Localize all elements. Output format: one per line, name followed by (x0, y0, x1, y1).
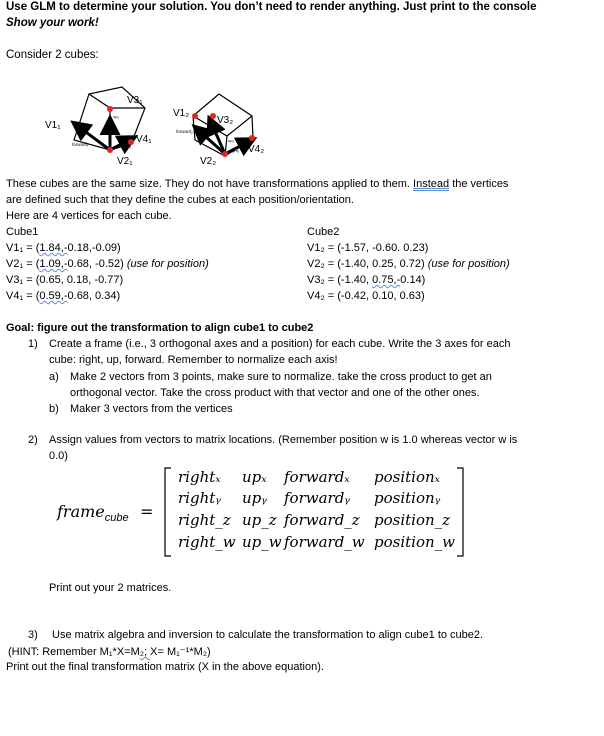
matrix-equals: = (140, 502, 154, 521)
cube1-v1-label: V1₁ (45, 120, 61, 131)
step-2-line-2: 0.0) (49, 450, 68, 462)
step-3-final-instruction: Print out the final transformation matrix (X in the above equation). (6, 661, 324, 673)
cube2-vertex-v4 (249, 135, 255, 141)
cube1-vertex-v3 (107, 106, 113, 112)
step-2-number: 2) (28, 434, 38, 446)
step-a-line-2: orthogonal vector. Take the cross product with that vector and one of the other ones. (70, 387, 480, 399)
step-3-hint: (HINT: Remember M₁*X=M₂; X= M₁⁻¹*M₂) (8, 646, 211, 658)
cube1-right-label: right₁ (122, 144, 132, 149)
step-b-line-1: Maker 3 vectors from the vertices (70, 403, 233, 415)
cube2-right-label: right₂ (230, 148, 240, 153)
step-a-letter: a) (49, 371, 59, 383)
cube2-vertex-v1 (192, 113, 198, 119)
cube2-up-label: up₂ (228, 138, 234, 143)
step-1-number: 1) (28, 338, 38, 350)
cube2-heading: Cube2 (307, 226, 340, 238)
paragraph-line-3: Here are 4 vertices for each cube. (6, 210, 172, 222)
paragraph-line-1: These cubes are the same size. They do not have transformations applied to them. Instead the vertices (6, 178, 509, 190)
cube1-v4-label: V4₁ (136, 134, 152, 145)
cube2-forward-label: forward₂ (176, 129, 193, 134)
step-3-text: Use matrix algebra and inversion to calculate the transformation to align cube1 to cube2. (52, 629, 484, 641)
cube1-v2-label: V2₁ (117, 156, 133, 167)
cube1-v2-value: V2₁ = (1.09,-0.68, -0.52) (use for position) (6, 258, 209, 270)
cube2-vertex-v2 (222, 151, 228, 157)
matrix-row-z: right_z up_z forward_z position_z (178, 511, 451, 529)
step-3-number: 3) (28, 629, 38, 641)
cube1-forward-label: forward₁ (72, 142, 89, 147)
step-2-line-1: Assign values from vectors to matrix locations. (Remember position w is 1.0 whereas vector w is (49, 434, 518, 446)
goal-heading: Goal: figure out the transformation to align cube1 to cube2 (6, 322, 314, 334)
cube1-v3-value: V3₁ = (0.65, 0.18, -0.77) (6, 274, 124, 286)
cube1-heading: Cube1 (6, 226, 39, 238)
step-1-line-1: Create a frame (i.e., 3 orthogonal axes and a position) for each cube. Write the 3 axes for each (49, 338, 511, 350)
cube1-v4-value: V4₁ = (0.59,-0.68, 0.34) (6, 290, 121, 302)
step-1-line-2: cube: right, up, forward. Remember to normalize each axis! (49, 354, 338, 366)
matrix-lhs: frame$_{cube}$ (57, 502, 129, 525)
paragraph-line-2: are defined such that they define the cubes at each position/orientation. (6, 194, 354, 206)
matrix-row-x: rightₓ upₓ forwardₓ positionₓ (178, 468, 440, 486)
step-a-line-1: Make 2 vectors from 3 points, make sure to normalize. take the cross product to get an (70, 371, 492, 383)
step-b-letter: b) (49, 403, 59, 415)
matrix-row-y: rightᵧ upᵧ forwardᵧ positionᵧ (178, 489, 441, 507)
cube2-v3-label: V3₂ (217, 115, 234, 126)
cube2-v1-value: V1₂ = (-1.57, -0.60. 0.23) (307, 242, 429, 254)
cube2-v1-label: V1₂ (173, 108, 190, 119)
cube1-v1-value: V1₁ = (1.84,-0.18,-0.09) (6, 242, 121, 254)
cube1-up-label: up₁ (113, 114, 119, 119)
cube2-vertex-v3 (210, 113, 216, 119)
page-title: Use GLM to determine your solution. You don’t need to render anything. Just print to the console (6, 1, 537, 13)
cube2-v2-label: V2₂ (200, 156, 217, 167)
cube1-vertex-v2 (107, 147, 113, 153)
cube2-v3-value: V3₂ = (-1.40, 0.75,-0.14) (307, 274, 426, 286)
intro-text: Consider 2 cubes: (6, 49, 99, 61)
page-subtitle: Show your work! (6, 17, 99, 29)
cube2-v4-value: V4₂ = (-0.42, 0.10, 0.63) (307, 290, 425, 302)
cube1-v3-label: V3₁ (127, 95, 143, 106)
cube2-v4-label: V4₂ (248, 144, 265, 155)
matrix-row-w: right_w up_w forward_w position_w (178, 533, 455, 551)
cubes-figure (0, 78, 330, 178)
cube2-v2-value: V2₂ = (-1.40, 0.25, 0.72) (use for position) (307, 258, 510, 270)
print-matrices-instruction: Print out your 2 matrices. (49, 582, 172, 594)
